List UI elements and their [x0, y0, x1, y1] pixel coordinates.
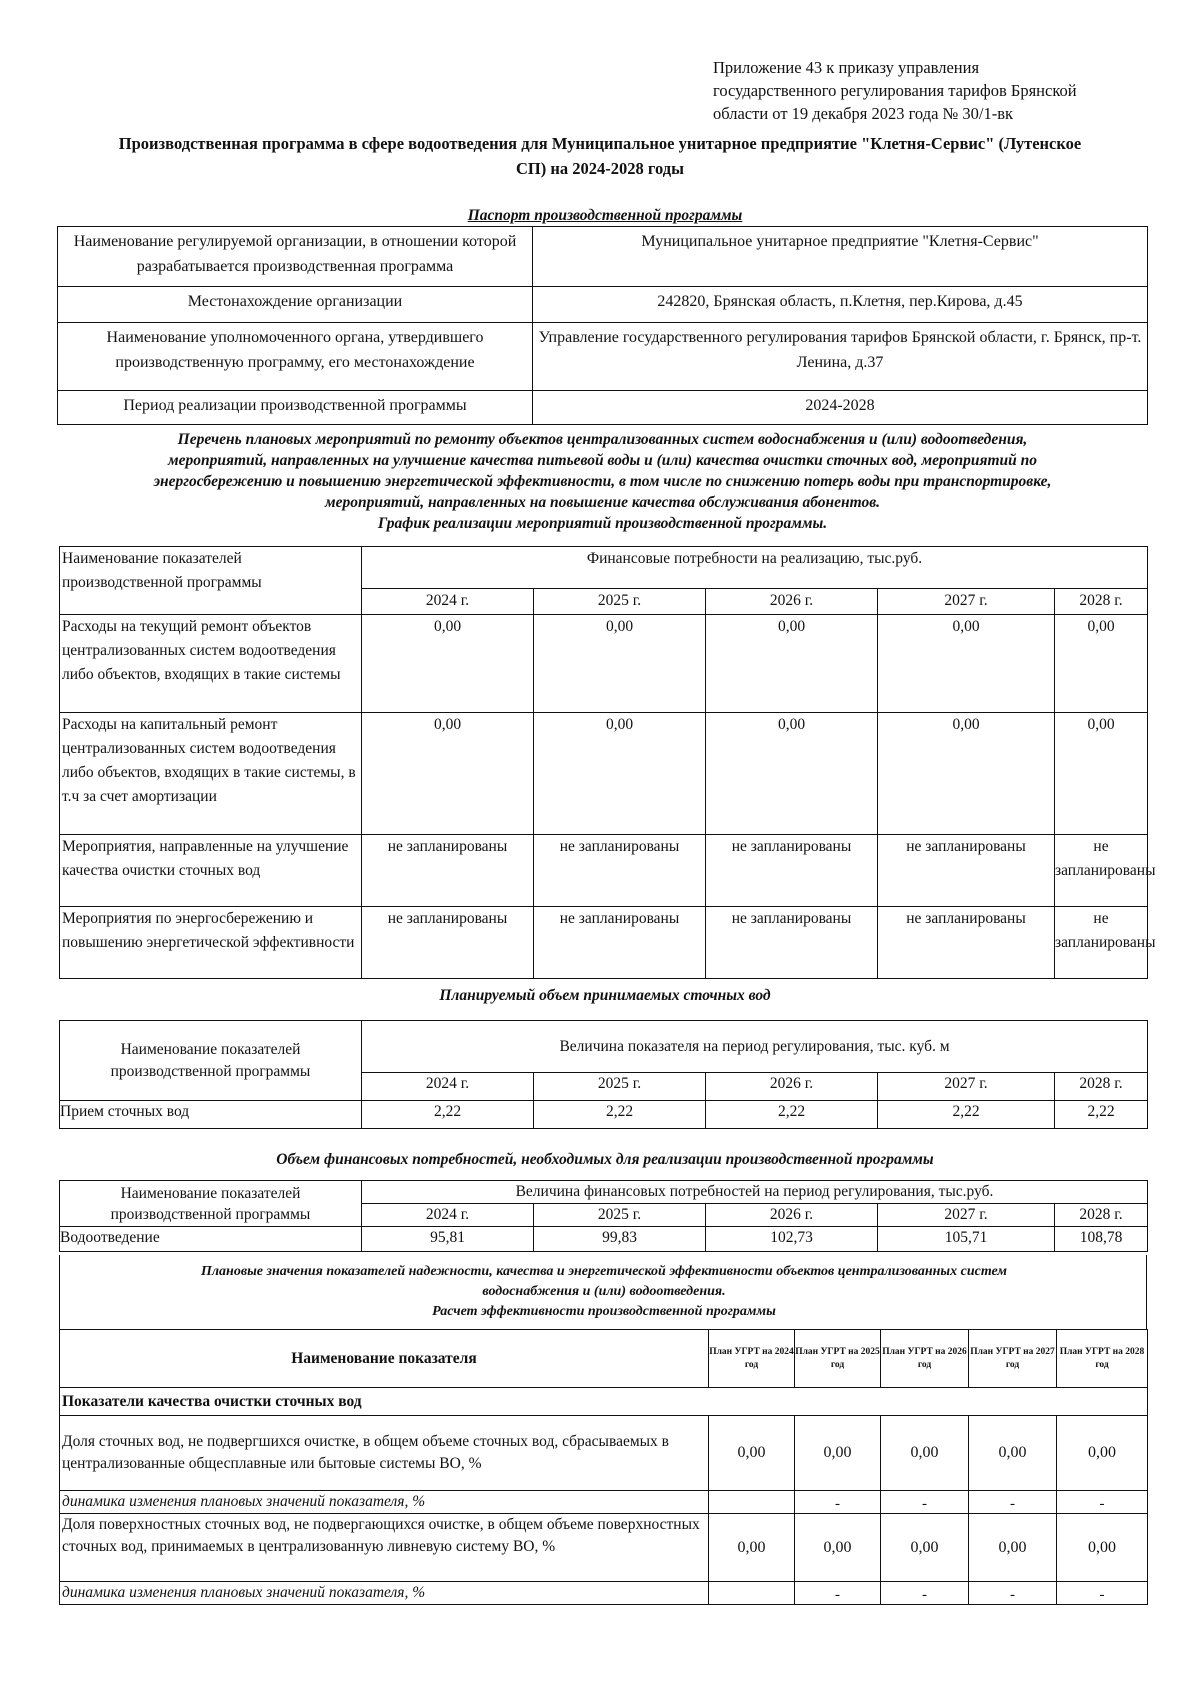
cell-value: - — [969, 1491, 1057, 1514]
cell-value: - — [881, 1491, 969, 1514]
year-header: 2024 г. — [362, 1073, 534, 1101]
cell-value: не запланированы — [706, 907, 878, 979]
cell-value: 2,22 — [534, 1101, 706, 1129]
cell-value: не запланированы — [878, 835, 1055, 907]
row-name: Доля поверхностных сточных вод, не подвергающихся очистке, в общем объеме поверхностных сточных вод, принимаемых в централизованную ливневую систему ВО, % — [60, 1514, 709, 1582]
passport-value: 2024-2028 — [533, 391, 1148, 425]
cell-value: не запланированы — [534, 907, 706, 979]
passport-label: Наименование регулируемой организации, в отношении которой разрабатывается производственная программа — [58, 227, 533, 287]
caption-line: энергосбережению и повышению энергетической эффективности, в том числе по снижению потерь воды при транспортировке, — [153, 473, 1052, 490]
table-row — [58, 227, 1148, 287]
section-header: Показатели качества очистки сточных вод — [60, 1388, 1148, 1416]
cell-value: 0,00 — [969, 1416, 1057, 1491]
row-name: Расходы на текущий ремонт объектов централизованных систем водоотведения либо объектов, входящих в такие системы — [60, 615, 362, 713]
row-name: Мероприятия по энергосбережению и повышению энергетической эффективности — [60, 907, 362, 979]
cell-value: 2,22 — [706, 1101, 878, 1129]
cell-value: не запланированы — [362, 835, 534, 907]
cell-value: не запланированы — [1055, 835, 1148, 907]
cell-value: 0,00 — [878, 615, 1055, 713]
year-header: 2025 г. — [534, 1073, 706, 1101]
appendix-line: Приложение 43 к приказу управления — [713, 58, 980, 77]
row-name: Доля сточных вод, не подвергшихся очистке, в общем объеме сточных вод, сбрасываемых в централизованные общесплавные или бытовые системы ВО, % — [60, 1416, 709, 1491]
table-row — [60, 547, 1148, 589]
indicators-table — [59, 1329, 1148, 1605]
header-name: Наименование показателей производственной программы — [60, 547, 362, 615]
table-row — [60, 1416, 1148, 1491]
table-row — [60, 1582, 1148, 1605]
passport-value: Муниципальное унитарное предприятие "Клетня-Сервис" — [533, 227, 1148, 287]
schedule-caption: График реализации мероприятий производственной программы. — [377, 515, 828, 532]
year-header: 2028 г. — [1055, 589, 1148, 615]
finance-caption — [60, 1149, 1150, 1170]
passport-label: Наименование уполномоченного органа, утвердившего производственную программу, его местонахождение — [58, 323, 533, 391]
cell-value: 0,00 — [1057, 1416, 1148, 1491]
table-row — [58, 323, 1148, 391]
table-row — [60, 1491, 1148, 1514]
caption-line: мероприятий, направленных на улучшение качества питьевой воды и (или) качества очистки сточных вод, мероприятий по — [167, 452, 1037, 469]
passport-label: Местонахождение организации — [58, 287, 533, 323]
cell-value: 0,00 — [362, 615, 534, 713]
cell-value: 0,00 — [709, 1416, 795, 1491]
header-name: Наименование показателей производственной программы — [60, 1181, 362, 1227]
header-group: Величина финансовых потребностей на период регулирования, тыс.руб. — [362, 1181, 1148, 1204]
cell-value: 102,73 — [706, 1227, 878, 1252]
row-name: Мероприятия, направленные на улучшение качества очистки сточных вод — [60, 835, 362, 907]
cell-value: 0,00 — [706, 713, 878, 835]
year-header: План УГРТ на 2025 год — [795, 1330, 881, 1388]
year-header: 2027 г. — [878, 1204, 1055, 1227]
cell-value: - — [881, 1582, 969, 1605]
year-header: 2027 г. — [878, 589, 1055, 615]
cell-value: не запланированы — [534, 835, 706, 907]
page-title — [60, 131, 1140, 181]
finance-caption-text: Объем финансовых потребностей, необходимых для реализации производственной программы — [276, 1151, 934, 1168]
passport-value: 242820, Брянская область, п.Клетня, пер.Кирова, д.45 — [533, 287, 1148, 323]
row-name: динамика изменения плановых значений показателя, % — [60, 1491, 709, 1514]
cell-value: не запланированы — [878, 907, 1055, 979]
caption-line: Расчет эффективности производственной программы — [432, 1304, 776, 1319]
cell-value: 0,00 — [1055, 615, 1148, 713]
header-group: Финансовые потребности на реализацию, тыс.руб. — [362, 547, 1148, 589]
cell-value: - — [795, 1582, 881, 1605]
cell-value: 0,00 — [795, 1514, 881, 1582]
header-name: Наименование показателя — [60, 1330, 709, 1388]
caption-line: Плановые значения показателей надежности, качества и энергетической эффективности объектов централизованных систем — [200, 1264, 1008, 1279]
measures-table — [59, 546, 1156, 979]
year-header: План УГРТ на 2026 год — [881, 1330, 969, 1388]
cell-value: 0,00 — [709, 1514, 795, 1582]
title-line: СП) на 2024-2028 годы — [516, 159, 684, 178]
volume-table — [59, 1020, 1148, 1129]
cell-value: - — [969, 1582, 1057, 1605]
appendix-note — [713, 56, 1153, 125]
table-row — [60, 1388, 1148, 1416]
row-name: Расходы на капитальный ремонт централизованных систем водоотведения либо объектов, входящих в такие системы, в т.ч за счет амортизации — [60, 713, 362, 835]
cell-value: 0,00 — [362, 713, 534, 835]
cell-value: 2,22 — [878, 1101, 1055, 1129]
cell-value: 0,00 — [881, 1514, 969, 1582]
table-row — [60, 835, 1148, 907]
caption-line: мероприятий, направленных на повышение качества обслуживания абонентов. — [324, 494, 881, 511]
cell-value: 0,00 — [969, 1514, 1057, 1582]
title-line: Производственная программа в сфере водоотведения для Муниципальное унитарное предприятие "Клетня-Сервис" (Лутенское — [118, 134, 1082, 153]
table-row — [60, 713, 1148, 835]
cell-value: не запланированы — [706, 835, 878, 907]
row-name: Прием сточных вод — [60, 1101, 362, 1129]
row-name: Водоотведение — [60, 1227, 362, 1252]
passport-label: Период реализации производственной программы — [58, 391, 533, 425]
table-row — [58, 391, 1148, 425]
cell-value: 0,00 — [534, 713, 706, 835]
cell-value: не запланированы — [362, 907, 534, 979]
table-row — [60, 907, 1148, 979]
year-header: 2026 г. — [706, 1204, 878, 1227]
header-name: Наименование показателей производственной программы — [60, 1021, 362, 1101]
table-row — [60, 1227, 1148, 1252]
indicators-caption — [60, 1262, 1148, 1322]
row-name: динамика изменения плановых значений показателя, % — [60, 1582, 709, 1605]
year-header: План УГРТ на 2027 год — [969, 1330, 1057, 1388]
header-group: Величина показателя на период регулирования, тыс. куб. м — [362, 1021, 1148, 1073]
passport-caption-text: Паспорт производственной программы — [467, 207, 743, 224]
measures-caption — [55, 429, 1150, 534]
year-header: 2025 г. — [534, 589, 706, 615]
table-row — [60, 615, 1148, 713]
caption-line: Перечень плановых мероприятий по ремонту объектов централизованных систем водоснабжения и (или) водоотведения, — [177, 431, 1028, 448]
cell-value: 0,00 — [1057, 1514, 1148, 1582]
table-row — [60, 1514, 1148, 1582]
cell-value: 2,22 — [1055, 1101, 1148, 1129]
appendix-line: государственного регулирования тарифов Брянской — [713, 81, 1077, 100]
cell-value: 0,00 — [878, 713, 1055, 835]
cell-value: 95,81 — [362, 1227, 534, 1252]
cell-value: 99,83 — [534, 1227, 706, 1252]
table-row — [60, 1101, 1148, 1129]
volume-caption-text: Планируемый объем принимаемых сточных вод — [439, 987, 771, 1004]
appendix-line: области от 19 декабря 2023 года № 30/1-вк — [713, 104, 1014, 123]
year-header: 2028 г. — [1055, 1204, 1148, 1227]
cell-value: 0,00 — [706, 615, 878, 713]
cell-value: не запланированы — [1055, 907, 1148, 979]
finance-table — [59, 1180, 1148, 1252]
year-header: План УГРТ на 2024 год — [709, 1330, 795, 1388]
cell-value: 105,71 — [878, 1227, 1055, 1252]
cell-value: 0,00 — [795, 1416, 881, 1491]
cell-value: - — [795, 1491, 881, 1514]
year-header: 2025 г. — [534, 1204, 706, 1227]
year-header: 2027 г. — [878, 1073, 1055, 1101]
cell-value: 0,00 — [534, 615, 706, 713]
cell-value — [709, 1491, 795, 1514]
year-header: 2026 г. — [706, 1073, 878, 1101]
cell-value — [709, 1582, 795, 1605]
passport-value: Управление государственного регулирования тарифов Брянской области, г. Брянск, пр-т. Ленина, д.37 — [533, 323, 1148, 391]
cell-value: 0,00 — [1055, 713, 1148, 835]
table-row — [60, 1021, 1148, 1073]
year-header: 2024 г. — [362, 1204, 534, 1227]
table-row — [58, 287, 1148, 323]
caption-line: водоснабжения и (или) водоотведения. — [482, 1284, 726, 1299]
cell-value: 108,78 — [1055, 1227, 1148, 1252]
year-header: 2028 г. — [1055, 1073, 1148, 1101]
cell-value: - — [1057, 1491, 1148, 1514]
volume-caption — [60, 985, 1150, 1006]
table-row — [60, 1181, 1148, 1204]
year-header: 2026 г. — [706, 589, 878, 615]
passport-table — [57, 226, 1148, 425]
cell-value: - — [1057, 1582, 1148, 1605]
year-header: 2024 г. — [362, 589, 534, 615]
table-row — [60, 1330, 1148, 1388]
cell-value: 0,00 — [881, 1416, 969, 1491]
passport-caption — [60, 205, 1150, 226]
year-header: План УГРТ на 2028 год — [1057, 1330, 1148, 1388]
cell-value: 2,22 — [362, 1101, 534, 1129]
